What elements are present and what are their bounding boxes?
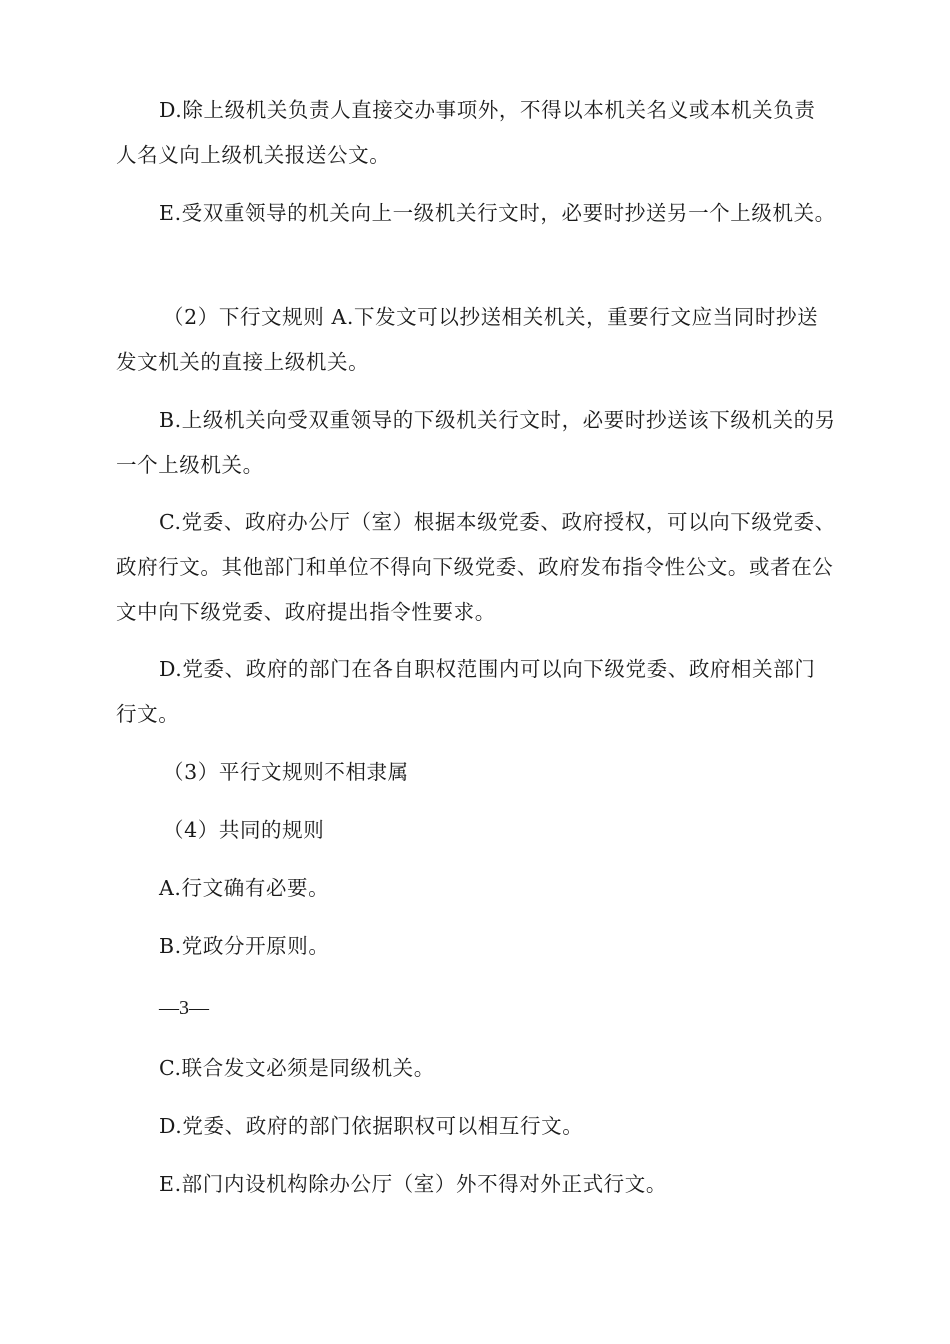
paragraph-parallel-rule: （3）平行文规则不相隶属 [163,760,409,784]
page-number: —3— [159,997,209,1019]
paragraph-downward-rule-b: B.上级机关向受双重领导的下级机关行文时，必要时抄送该下级机关的另一个上级机关。 [116,408,836,477]
paragraph-downward-rule-a: （2）下行文规则 A.下发文可以抄送相关机关，重要行文应当同时抄送发文机关的直接上级机关。 [116,305,819,374]
paragraph-common-rules-heading: （4）共同的规则 [163,818,325,842]
paragraph-common-rule-e: E.部门内设机构除办公厅（室）外不得对外正式行文。 [159,1172,667,1196]
paragraph-upward-rule-d: D.除上级机关负责人直接交办事项外，不得以本机关名义或本机关负责人名义向上级机关报送公文。 [116,98,816,167]
paragraph-downward-rule-c: C.党委、政府办公厅（室）根据本级党委、政府授权，可以向下级党委、政府行文。其他部门和单位不得向下级党委、政府发布指令性公文。或者在公文中向下级党委、政府提出指令性要求。 [116,510,836,624]
paragraph-common-rule-b: B.党政分开原则。 [159,934,330,958]
paragraph-common-rule-d: D.党委、政府的部门依据职权可以相互行文。 [159,1114,584,1138]
paragraph-common-rule-c: C.联合发文必须是同级机关。 [159,1056,435,1080]
paragraph-downward-rule-d: D.党委、政府的部门在各自职权范围内可以向下级党委、政府相关部门行文。 [116,657,816,726]
paragraph-common-rule-a: A.行文确有必要。 [159,876,330,900]
paragraph-upward-rule-e: E.受双重领导的机关向上一级机关行文时，必要时抄送另一个上级机关。 [159,201,836,225]
